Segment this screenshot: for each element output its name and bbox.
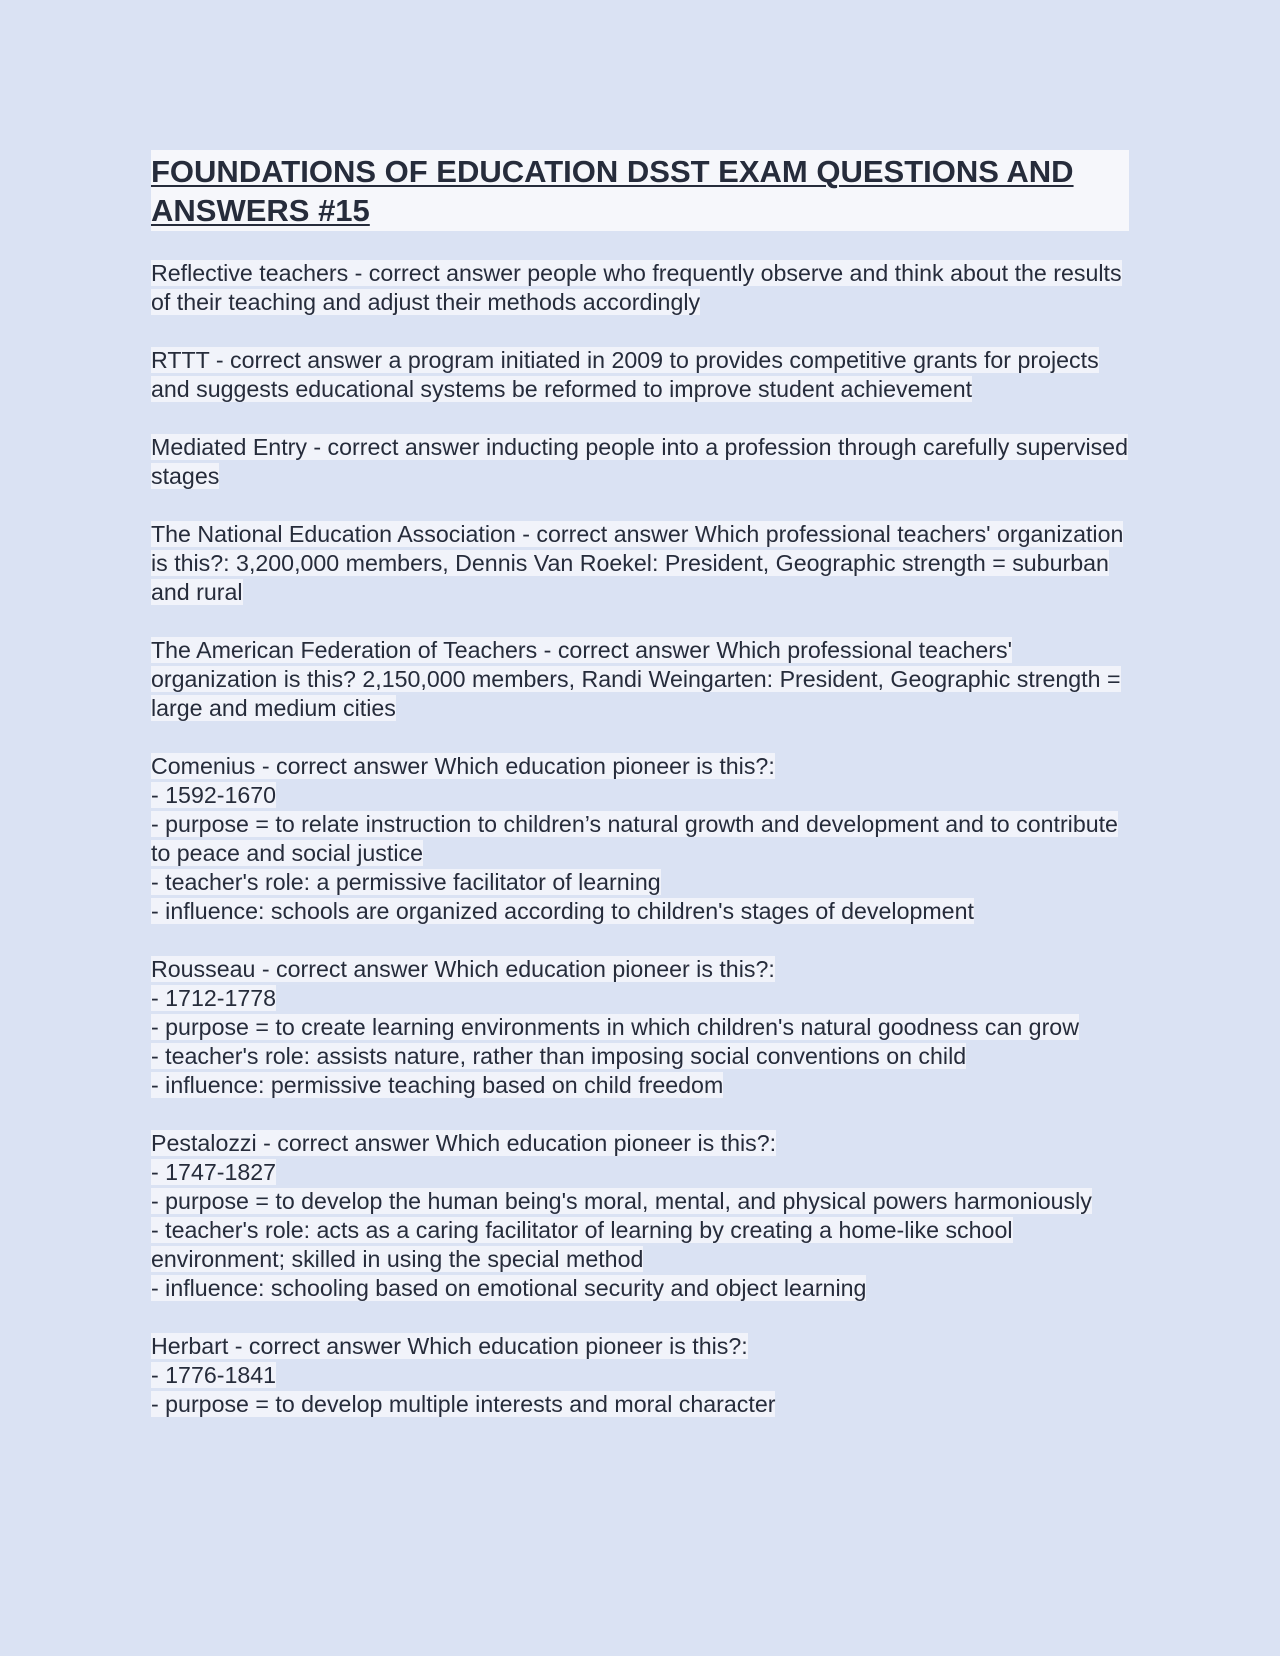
entry-text: - 1712-1778 (151, 985, 277, 1011)
entry-line (151, 259, 1131, 317)
entry-text: Reflective teachers - correct answer people who frequently observe and think about the results of their teaching and adjust their methods accordingly (151, 260, 1122, 315)
entry-line (151, 781, 1131, 810)
entry-text: - influence: permissive teaching based on child freedom (151, 1072, 724, 1098)
qa-entry (151, 520, 1131, 607)
entry-text: The American Federation of Teachers - correct answer Which professional teachers' organization is this? 2,150,000 members, Randi Weingarten: President, Geographic strength = large and medium cities (151, 637, 1121, 721)
entry-line (151, 346, 1131, 404)
entry-text: - teacher's role: a permissive facilitator of learning (151, 869, 661, 895)
entry-line (151, 1361, 1131, 1390)
entry-text: - 1592-1670 (151, 782, 277, 808)
entry-line (151, 1187, 1131, 1216)
entry-line (151, 1390, 1131, 1419)
entry-line (151, 752, 1131, 781)
document-page (151, 150, 1131, 1448)
qa-entry (151, 1332, 1131, 1419)
entry-text: Pestalozzi - correct answer Which education pioneer is this?: (151, 1130, 777, 1156)
entry-text: Rousseau - correct answer Which education pioneer is this?: (151, 956, 775, 982)
entry-line (151, 897, 1131, 926)
entry-line (151, 1013, 1131, 1042)
entry-line (151, 1332, 1131, 1361)
entry-text: - purpose = to create learning environments in which children's natural goodness can grow (151, 1014, 1079, 1040)
qa-entry (151, 1129, 1131, 1303)
entry-line (151, 1071, 1131, 1100)
qa-entry (151, 259, 1131, 317)
qa-entry (151, 433, 1131, 491)
title-block (151, 150, 1129, 231)
entry-line (151, 520, 1131, 607)
entry-text: - 1747-1827 (151, 1159, 277, 1185)
document-title: FOUNDATIONS OF EDUCATION DSST EXAM QUESTIONS AND ANSWERS #15 (151, 154, 1074, 228)
entry-text: - 1776-1841 (151, 1362, 277, 1388)
entry-text: - purpose = to develop the human being's moral, mental, and physical powers harmoniously (151, 1188, 1092, 1214)
entry-line (151, 1274, 1131, 1303)
entry-text: Herbart - correct answer Which education pioneer is this?: (151, 1333, 748, 1359)
qa-entry (151, 636, 1131, 723)
entry-text: RTTT - correct answer a program initiated in 2009 to provides competitive grants for projects and suggests educational systems be reformed to improve student achievement (151, 347, 1099, 402)
entry-text: - teacher's role: acts as a caring facilitator of learning by creating a home-like school environment; skilled in using the special method (151, 1217, 1013, 1272)
entry-line (151, 1158, 1131, 1187)
entry-line (151, 433, 1131, 491)
entry-text: The National Education Association - correct answer Which professional teachers' organization is this?: 3,200,000 members, Dennis Van Roekel: President, Geographic strength = suburban and rural (151, 521, 1124, 605)
entry-text: - purpose = to develop multiple interests and moral character (151, 1391, 776, 1417)
entry-text: - teacher's role: assists nature, rather than imposing social conventions on child (151, 1043, 967, 1069)
entry-line (151, 1129, 1131, 1158)
qa-entry (151, 752, 1131, 926)
entry-text: - purpose = to relate instruction to children’s natural growth and development and to contribute to peace and social justice (151, 811, 1118, 866)
entry-line (151, 810, 1131, 868)
entry-text: - influence: schools are organized according to children's stages of development (151, 898, 974, 924)
entry-line (151, 984, 1131, 1013)
qa-entry (151, 955, 1131, 1100)
qa-entry (151, 346, 1131, 404)
entry-line (151, 868, 1131, 897)
entry-line (151, 1042, 1131, 1071)
entry-text: Mediated Entry - correct answer inducting people into a profession through carefully supervised stages (151, 434, 1128, 489)
entry-text: Comenius - correct answer Which education pioneer is this?: (151, 753, 775, 779)
entry-text: - influence: schooling based on emotional security and object learning (151, 1275, 867, 1301)
entry-line (151, 636, 1131, 723)
entry-line (151, 1216, 1131, 1274)
entry-line (151, 955, 1131, 984)
